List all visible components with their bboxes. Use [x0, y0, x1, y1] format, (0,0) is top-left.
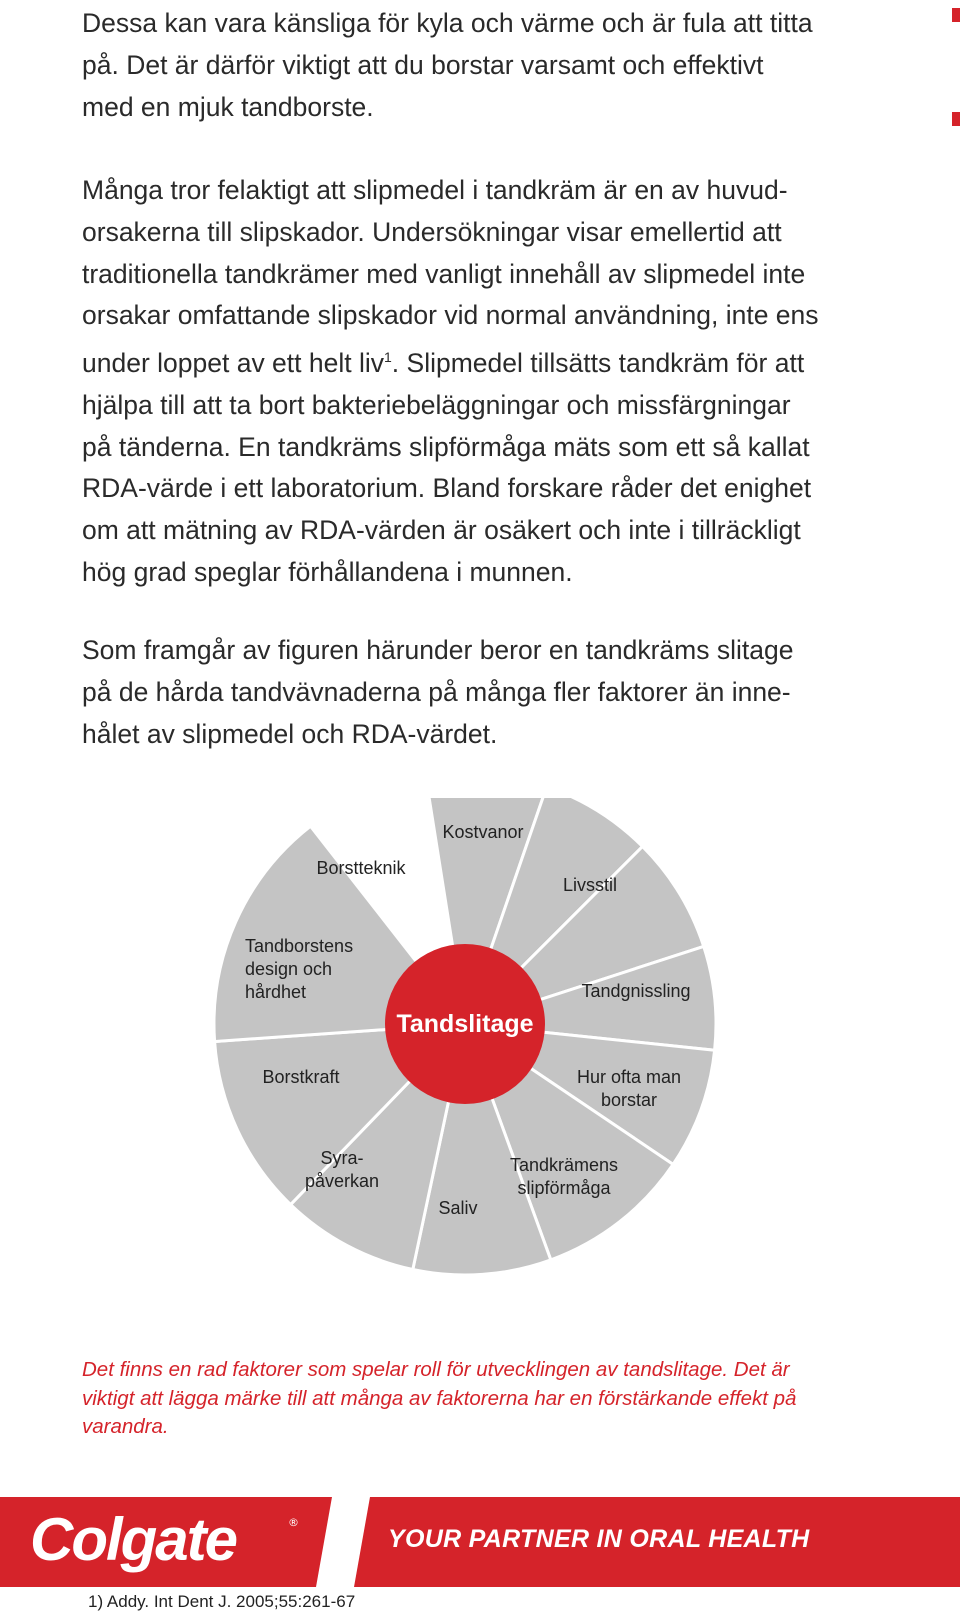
wheel-segment-label-line: Tandborstens: [245, 936, 354, 956]
wheel-segment-label-line: Hur ofta man: [576, 1067, 682, 1087]
text-line: hålet av slipmedel och RDA-värdet.: [82, 718, 498, 749]
wheel-segment-label-line: Borstkraft: [262, 1067, 340, 1087]
footnote: 1) Addy. Int Dent J. 2005;55:261-67: [88, 1592, 356, 1611]
caption-line: viktigt att lägga märke till att många av faktorerna har en förstärkande effekt på: [82, 1386, 797, 1410]
text-line: på de hårda tandvävnaderna på många fler faktorer än inne-: [82, 676, 791, 707]
text-line: Dessa kan vara känsliga för kyla och värme och är fula att titta: [82, 8, 813, 38]
wheel-segment-label-line: Tandkrämens: [509, 1155, 619, 1175]
wheel-segment-label-line: design och: [245, 959, 333, 979]
wheel-segment-label-line: Saliv: [438, 1198, 478, 1218]
wheel-segment-label: [262, 1067, 339, 1087]
text-line: med en mjuk tandborste.: [82, 91, 374, 122]
text-line: på. Det är därför viktigt att du borstar varsamt och effektivt: [82, 49, 764, 80]
text-line: om att mätning av RDA-värden är osäkert och inte i tillräckligt: [82, 515, 801, 546]
text-line: Som framgår av figuren härunder beror en tandkräms slitage: [82, 635, 794, 665]
wheel-segment-label-line: Syra-: [320, 1148, 364, 1168]
text-fragment: under loppet av ett helt liv: [82, 348, 384, 379]
paragraph-figure-intro: [82, 630, 878, 755]
wheel-segment-label: [438, 1198, 477, 1218]
wheel-segment-label: [581, 981, 690, 1001]
wheel-segment-label-line: påverkan: [304, 1171, 380, 1191]
wheel-segment-label: [316, 858, 406, 878]
paragraph-abrasives: [82, 170, 878, 594]
caption-line: varandra.: [82, 1415, 169, 1438]
edge-decoration: [952, 8, 960, 22]
text-line: hög grad speglar förhållandena i munnen.: [82, 557, 573, 587]
paragraph-sensitivity: [82, 3, 878, 128]
brand-tagline: YOUR PARTNER IN ORAL HEALTH: [388, 1525, 810, 1553]
wheel-segment-label-line: slipförmåga: [517, 1178, 611, 1198]
wheel-segment-label: [442, 822, 523, 842]
registered-mark: ®: [288, 1516, 299, 1529]
caption-line: Det finns en rad faktorer som spelar roll för utvecklingen av tandslitage. Det är: [82, 1358, 790, 1381]
figure-caption: [82, 1356, 882, 1442]
edge-decoration: [952, 112, 960, 126]
wheel-segment-label-line: Borstteknik: [316, 858, 406, 878]
wheel-segment-label-line: Livsstil: [562, 875, 618, 895]
footnote-reference: 1: [384, 349, 392, 366]
wheel-segment-label-line: borstar: [600, 1090, 658, 1110]
text-line: orsakar omfattande slipskador vid normal användning, inte ens: [82, 300, 819, 331]
text-line: hjälpa till att ta bort bakteriebeläggningar och missfärgningar: [82, 389, 791, 420]
text-line-with-reference: [82, 337, 878, 385]
wheel-segment-label-line: Tandgnissling: [581, 981, 691, 1001]
wheel-segment-label: [563, 875, 617, 895]
text-fragment: . Slipmedel tillsätts tandkräm för att: [391, 348, 805, 379]
tooth-wear-factor-wheel: [215, 798, 745, 1308]
text-line: orsakerna till slipskador. Undersökningar visar emellertid att: [82, 216, 782, 247]
text-line: på tänderna. En tandkräms slipförmåga mäts som ett så kallat: [82, 431, 810, 462]
colgate-logo: Colgate: [30, 1506, 237, 1573]
wheel-segment-label-line: Kostvanor: [442, 822, 524, 842]
text-line: Många tror felaktigt att slipmedel i tandkräm är en av huvud-: [82, 175, 788, 205]
text-line: traditionella tandkrämer med vanligt innehåll av slipmedel inte: [82, 258, 806, 289]
wheel-segment-label-line: hårdhet: [245, 982, 307, 1002]
wheel-center-label: Tandslitage: [396, 1010, 534, 1038]
text-line: RDA-värde i ett laboratorium. Bland forskare råder det enighet: [82, 473, 812, 504]
